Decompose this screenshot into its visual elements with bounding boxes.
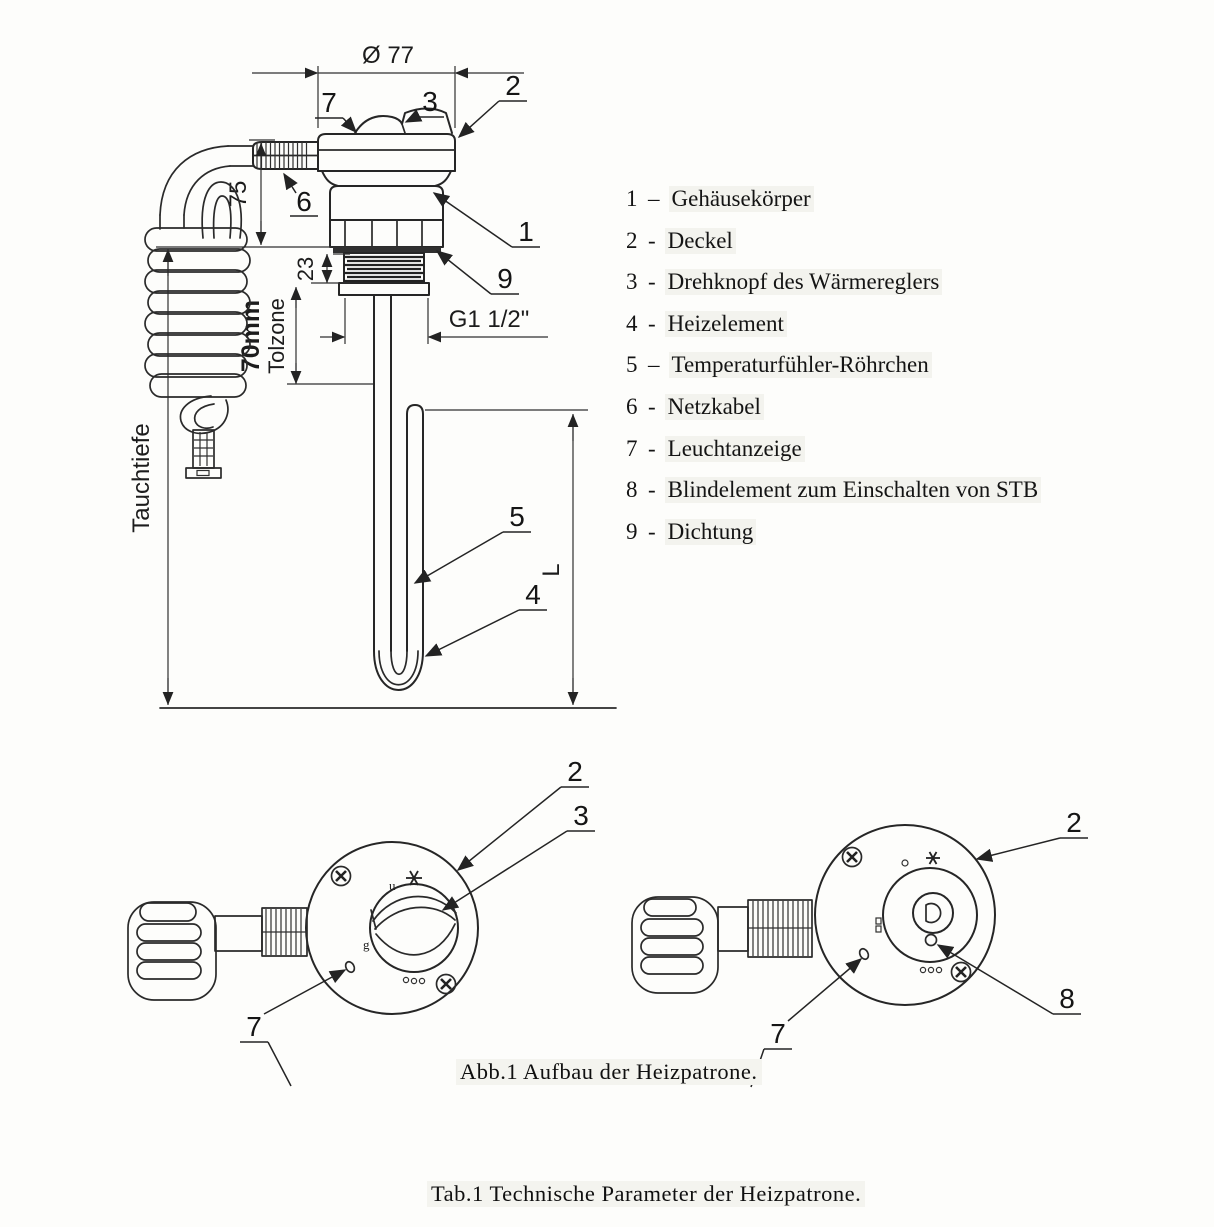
callout-7-rear: 7: [770, 1018, 786, 1049]
dimension-pipe-thread: [320, 298, 548, 344]
legend-separator: -: [648, 518, 656, 544]
dial-mark-u: u: [389, 878, 396, 893]
dim-tauchtiefe-text: Tauchtiefe: [128, 423, 155, 533]
legend-item-7: [626, 436, 1041, 478]
vent-dots: [403, 977, 424, 983]
legend-item-4: [626, 311, 1041, 353]
callout-2: 2: [505, 70, 521, 101]
dim-tolzone-text: Tolzone: [264, 298, 289, 374]
dial-mark: [876, 926, 881, 932]
thread-collar: [339, 283, 429, 295]
callout-2-front: 2: [567, 756, 583, 787]
cable-coil-assembly: [145, 146, 253, 478]
dim-70mm-text: 70mm: [237, 299, 265, 373]
callout-6: 6: [296, 186, 312, 217]
neck-taper: [322, 171, 451, 186]
front-view-with-knob: [128, 756, 595, 1086]
heating-tubes: [160, 295, 616, 708]
hex-nut-section: [330, 220, 443, 247]
legend-separator: -: [648, 393, 656, 419]
cover-screw: [332, 867, 351, 886]
legend-item-9: [626, 519, 1041, 561]
dimension-23: [293, 254, 350, 283]
vent-dots: [920, 967, 941, 972]
callout-3: 3: [422, 86, 438, 117]
legend-separator: –: [648, 352, 660, 378]
legend-num: 3: [626, 269, 638, 295]
side-view: [128, 42, 616, 708]
cartridge-head: [253, 109, 455, 296]
legend-item-3: [626, 269, 1041, 311]
dial-mark: [876, 918, 881, 924]
dim-75-text: 75: [225, 180, 252, 208]
legend-separator: -: [648, 269, 656, 295]
legend-num: 7: [626, 435, 638, 461]
legend-num: 6: [626, 393, 638, 419]
side-view-callouts: [284, 70, 547, 656]
dim-thread-text: G1 1/2": [448, 306, 530, 333]
legend-label: Gehäusekörper: [669, 186, 814, 212]
legend-separator: -: [648, 435, 656, 461]
indicator-light: [858, 947, 870, 960]
frost-symbol-icon: [406, 871, 422, 885]
cable-entry-rear-view: [632, 897, 812, 993]
cover-screw: [843, 848, 862, 867]
parts-legend: [626, 186, 1041, 560]
legend-num: 2: [626, 227, 638, 253]
legend-label: Leuchtanzeige: [665, 436, 805, 462]
dimension-length-L: [425, 410, 588, 705]
callout-3-front: 3: [573, 800, 589, 831]
sensor-tube: [407, 405, 423, 651]
cable-loop-upper: [202, 182, 241, 238]
callout-2-rear: 2: [1066, 807, 1082, 838]
cable-coil: [145, 228, 250, 397]
legend-num: 8: [626, 477, 638, 503]
legend-label: Temperaturfühler-Röhrchen: [669, 352, 932, 378]
dim-23-text: 23: [293, 256, 318, 282]
dial-dot: [902, 860, 908, 866]
cable-entry-left-view: [128, 902, 307, 1000]
knob-recess: [883, 868, 977, 962]
legend-num: 4: [626, 310, 638, 336]
legend-separator: -: [648, 310, 656, 336]
thermostat-spindle: [913, 893, 953, 933]
legend-label: Netzkabel: [665, 394, 764, 420]
table-caption: Tab.1 Technische Parameter der Heizpatrone.: [427, 1181, 865, 1207]
cover-deckel: [318, 134, 455, 171]
legend-num: 5: [626, 352, 638, 378]
cover-screw: [437, 975, 456, 994]
heating-element-tube: [374, 295, 391, 651]
dim-L-text: L: [538, 563, 565, 577]
callout-1: 1: [518, 216, 534, 247]
callout-7: 7: [321, 87, 337, 118]
legend-num: 9: [626, 518, 638, 544]
legend-item-1: [626, 186, 1041, 228]
legend-num: 1: [626, 186, 638, 211]
callout-4: 4: [525, 579, 541, 610]
legend-label: Dichtung: [665, 519, 757, 545]
power-plug: [186, 430, 221, 478]
legend-separator: -: [648, 227, 656, 253]
legend-separator: –: [648, 186, 660, 211]
dimension-deadzone: [237, 287, 373, 384]
legend-label: Heizelement: [665, 311, 787, 337]
spindle-d-shaft: [926, 904, 941, 923]
front-view-knob-removed: [632, 807, 1088, 1087]
dim-diameter-text: Ø 77: [361, 42, 415, 69]
legend-label: Blindelement zum Einschalten von STB: [665, 477, 1042, 503]
callout-5: 5: [509, 501, 525, 532]
cover-screw: [952, 963, 971, 982]
legend-item-5: [626, 352, 1041, 394]
figure-caption: Abb.1 Aufbau der Heizpatrone.: [456, 1059, 762, 1085]
indicator-light: [344, 960, 356, 973]
legend-label: Drehknopf des Wärmereglers: [665, 269, 943, 295]
callout-7-front: 7: [246, 1011, 262, 1042]
dial-mark-g: g: [363, 937, 370, 952]
legend-separator: -: [648, 477, 656, 503]
stb-blind-element: [926, 935, 937, 946]
legend-item-8: [626, 477, 1041, 519]
legend-item-2: [626, 228, 1041, 270]
legend-label: Deckel: [665, 228, 736, 254]
housing-body: [330, 186, 443, 220]
callout-9: 9: [497, 263, 513, 294]
frost-symbol-icon: [926, 852, 940, 864]
callout-8-rear: 8: [1059, 983, 1075, 1014]
legend-item-6: [626, 394, 1041, 436]
